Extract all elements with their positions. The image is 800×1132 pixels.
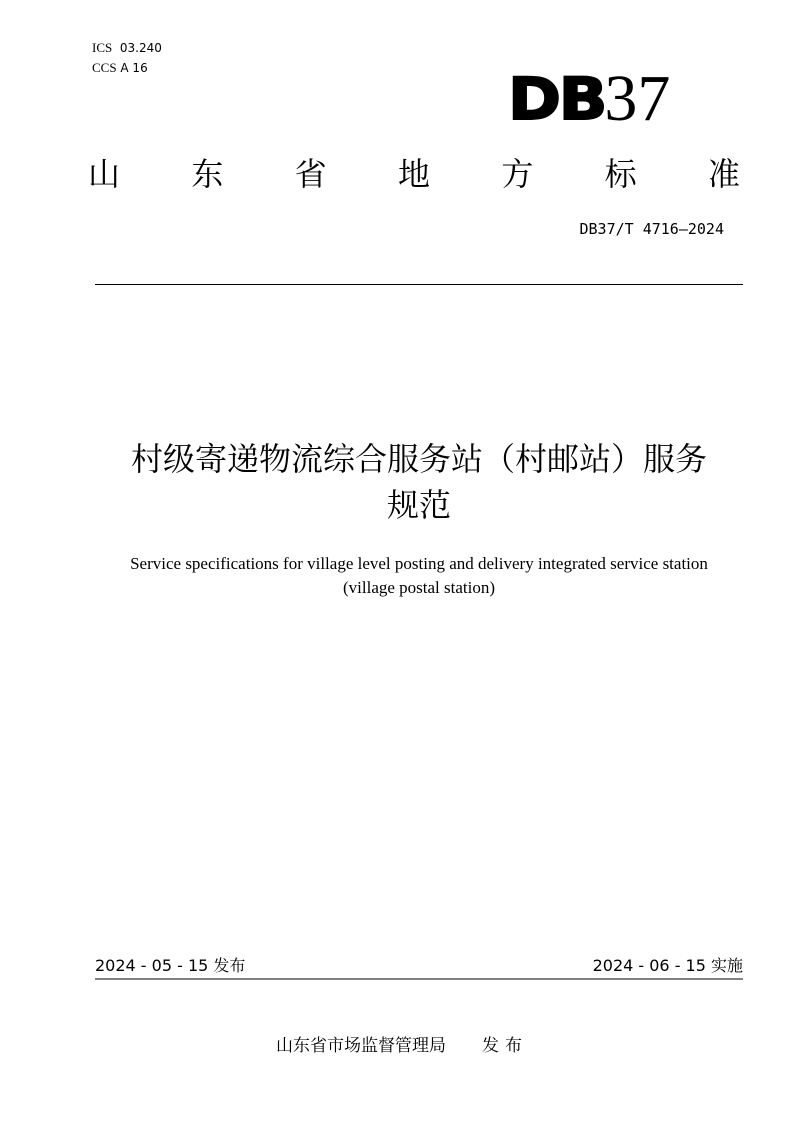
heading-char: 省 bbox=[294, 155, 327, 193]
top-divider bbox=[95, 284, 743, 285]
logo-number: 37 bbox=[604, 62, 671, 135]
issuer-name: 山东省市场监督管理局 bbox=[276, 1036, 446, 1056]
issuing-authority bbox=[276, 1034, 528, 1058]
classification-codes bbox=[92, 38, 162, 78]
db37-logo bbox=[508, 62, 671, 135]
heading-char: 东 bbox=[191, 155, 224, 193]
heading-char: 山 bbox=[88, 155, 121, 193]
implementation-date: 2024 - 06 - 15 实施 bbox=[592, 956, 743, 975]
chinese-title-line1: 村级寄递物流综合服务站（村邮站）服务 bbox=[130, 440, 707, 478]
ccs-value: A 16 bbox=[120, 61, 148, 75]
chinese-title bbox=[0, 436, 800, 528]
ics-value: 03.240 bbox=[119, 41, 162, 55]
publish-date: 2024 - 05 - 15 发布 bbox=[95, 956, 246, 975]
bottom-divider bbox=[95, 978, 743, 980]
heading-char: 标 bbox=[604, 155, 637, 193]
heading-char: 地 bbox=[397, 155, 430, 193]
standard-number: DB37/T 4716—2024 bbox=[579, 220, 724, 238]
english-title bbox=[0, 552, 800, 600]
chinese-title-line2: 规范 bbox=[386, 486, 451, 524]
province-standard-heading bbox=[88, 154, 740, 194]
ics-label: ICS bbox=[92, 40, 113, 55]
ccs-label: CCS bbox=[92, 60, 117, 75]
english-title-line2: (village postal station) bbox=[342, 578, 496, 597]
english-title-line1: Service specifications for village level posting and delivery integrated service station bbox=[130, 554, 708, 573]
heading-char: 准 bbox=[707, 155, 740, 193]
heading-char: 方 bbox=[501, 155, 534, 193]
ccs-code bbox=[92, 58, 162, 78]
issued-label: 发布 bbox=[482, 1036, 528, 1056]
dates-row bbox=[95, 955, 743, 977]
logo-db: DB bbox=[508, 65, 606, 133]
ics-code bbox=[92, 38, 162, 58]
